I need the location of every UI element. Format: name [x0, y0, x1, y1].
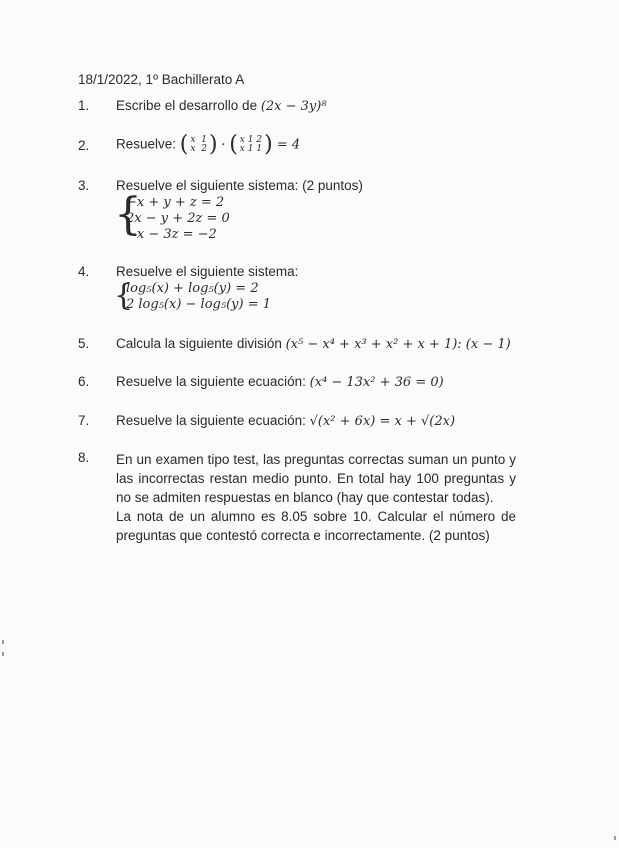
question-text: Escribe el desarrollo de [116, 98, 261, 113]
question-math: (2x − 3y)⁸ [260, 99, 327, 114]
equation-line: 2 log₅(x) − log₅(y) = 1 [126, 297, 271, 312]
question-paragraph: La nota de un alumno es 8.05 sobre 10. Calcular el número de preguntas que contestó correcta e incorrectamente. (2 puntos) [116, 509, 516, 543]
question-number: 4. [78, 264, 90, 279]
question-number: 8. [78, 450, 90, 465]
question-number: 1. [78, 98, 90, 113]
question-text: Calcula la siguiente división [116, 336, 286, 351]
exam-header: 18/1/2022, 1º Bachillerato A [78, 72, 245, 87]
question-math: (x⁴ − 13x² + 36 = 0) [309, 375, 444, 390]
question-number: 7. [78, 413, 90, 428]
question-text: Resuelve la siguiente ecuación: [116, 374, 310, 389]
question-text: Resuelve el siguiente sistema: (2 puntos) [116, 178, 363, 193]
question-number: 5. [78, 336, 90, 351]
question-math: = 4 [272, 137, 301, 153]
exam-page: 18/1/2022, 1º Bachillerato A 1. Escribe el desarrollo de (2x − 3y)⁸ 2. Resuelve: ( x 1 x 2) · ( x 1 2 x 1 1) = 4 3. Resuelve el siguiente sistema: (2 puntos) { −x + y + z = 2 2x − y + 2z = 0 −x − 3z = −2 4. Resuelve el siguiente sistema: { log₅(x) + log₅(y) = 2 2 log₅(x) − log₅(y) = 1 5. Calcula la siguiente división (x⁵ − x⁴ + x³ + x² + x + 1): (x − 1) 6. Resuelve la siguiente ecuación: (x⁴ − 13x² + 36 = 0) 7. Resuelve la siguiente ecuación: √(x² + 6x) = x + √(2x) 8. En un examen tipo test, las preguntas correctas suman un punto y las incorrectas restan medio punto. En total hay 100 preguntas y no se admiten respuestas en blanco (hay que contestar todas). La nota de un alumno es 8.05 sobre 10. Calcular el número de preguntas que contestó correcta e incorrectamente. (2 puntos) [0, 0, 619, 848]
question-paragraph: En un examen tipo test, las preguntas correctas suman un punto y las incorrectas restan medio punto. En total hay 100 preguntas y no se admiten respuestas en blanco (hay que contestar todas). [116, 452, 516, 505]
matrix-2: x 1 2 x 1 1 [239, 135, 263, 154]
equation-system: { log₅(x) + log₅(y) = 2 2 log₅(x) − log₅(y) = 1 [116, 281, 516, 313]
question-text: Resuelve el siguiente sistema: [116, 264, 299, 279]
equation-line: −x − 3z = −2 [126, 227, 217, 242]
question-number: 2. [78, 138, 90, 153]
question-text: Resuelve: [116, 136, 180, 152]
equation-line: log₅(x) + log₅(y) = 2 [126, 281, 259, 296]
scan-mark [614, 836, 616, 840]
question-math: √(x² + 6x) = x + √(2x) [309, 414, 456, 429]
equation-line: 2x − y + 2z = 0 [126, 211, 230, 226]
question-text: Resuelve la siguiente ecuación: [116, 413, 310, 428]
equation-line: −x + y + z = 2 [126, 195, 225, 210]
question-number: 3. [78, 178, 90, 193]
question-number: 6. [78, 374, 90, 389]
matrix-1: x 1 x 2 [190, 135, 207, 154]
question-math: (x⁵ − x⁴ + x³ + x² + x + 1): (x − 1) [285, 337, 511, 352]
scan-mark [2, 652, 4, 656]
equation-system: { −x + y + z = 2 2x − y + 2z = 0 −x − 3z = −2 [116, 195, 516, 243]
scan-mark [2, 640, 4, 644]
